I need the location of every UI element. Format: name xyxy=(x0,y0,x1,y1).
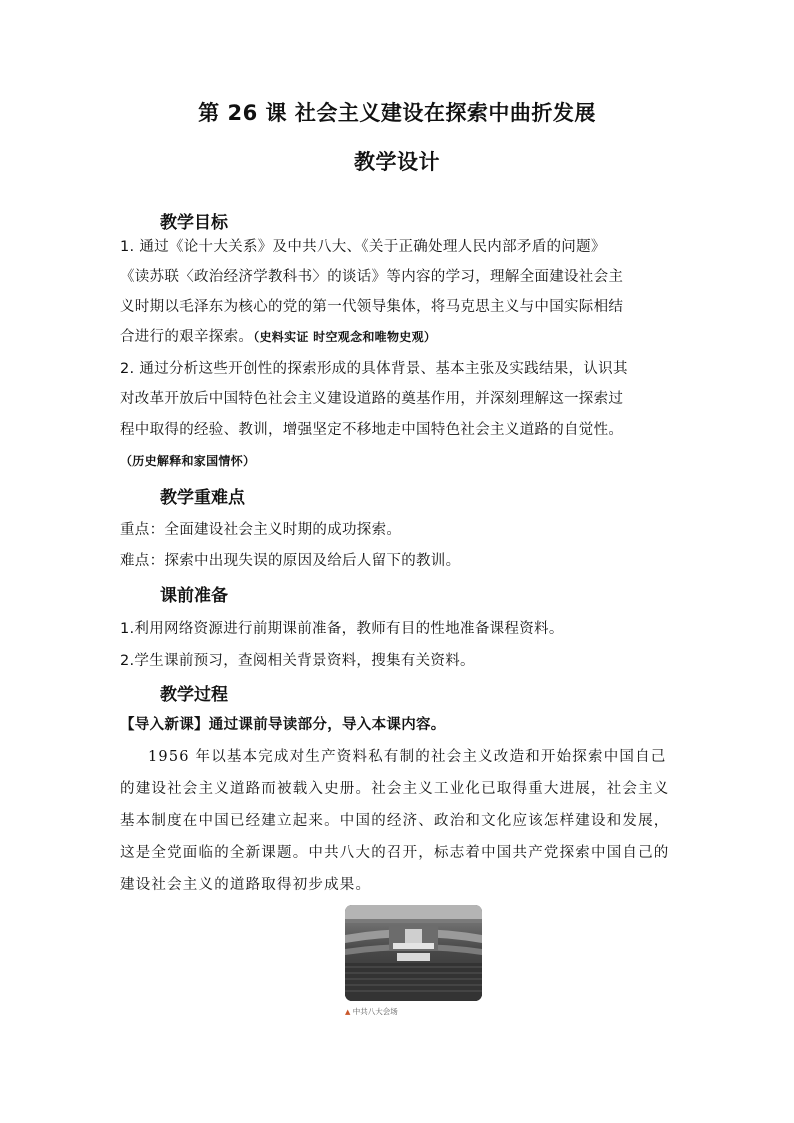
objective-line: 对改革开放后中国特色社会主义建设道路的奠基作用，并深刻理解这一探索过 xyxy=(120,391,624,407)
objective-line: 2. 通过分析这些开创性的探索形成的具体背景、基本主张及实践结果，认识其 xyxy=(120,361,628,377)
key-points-heading: 教学重难点 xyxy=(160,488,245,508)
preparation-heading: 课前准备 xyxy=(160,586,228,606)
paragraph-line: 1956 年以基本完成对生产资料私有制的社会主义改造和开始探索中国自己 xyxy=(148,749,667,765)
intro-label: 【导入新课】通过课前导读部分，导入本课内容。 xyxy=(120,717,446,733)
paragraph-line: 基本制度在中国已经建立起来。中国的经济、政治和文化应该怎样建设和发展， xyxy=(120,813,670,829)
congress-hall-photo xyxy=(345,905,482,1001)
objectives-heading: 教学目标 xyxy=(160,213,228,233)
literacy-tag: （史料实证 时空观念和唯物史观） xyxy=(253,330,437,344)
difficult-point: 难点：探索中出现失误的原因及给后人留下的教训。 xyxy=(120,553,461,569)
paragraph-line: 这是全党面临的全新课题。中共八大的召开，标志着中国共产党探索中国自己的 xyxy=(120,845,670,861)
objective-line xyxy=(120,325,436,346)
key-point: 重点：全面建设社会主义时期的成功探索。 xyxy=(120,522,402,538)
objective-line: 1. 通过《论十大关系》及中共八大、《关于正确处理人民内部矛盾的问题》 xyxy=(120,239,606,255)
lesson-subtitle: 教学设计 xyxy=(354,150,440,174)
paragraph-line: 的建设社会主义道路而被载入史册。社会主义工业化已取得重大进展，社会主义 xyxy=(120,781,670,797)
caption-marker-icon: ▲ xyxy=(345,1008,351,1016)
lesson-title: 第 26 课 社会主义建设在探索中曲折发展 xyxy=(198,101,596,125)
paragraph-line: 建设社会主义的道路取得初步成果。 xyxy=(120,877,372,893)
objective-line: 义时期以毛泽东为核心的党的第一代领导集体，将马克思主义与中国实际相结 xyxy=(120,299,624,315)
preparation-item: 1.利用网络资源进行前期课前准备，教师有目的性地准备课程资料。 xyxy=(120,621,564,637)
objective-line: 程中取得的经验、教训，增强坚定不移地走中国特色社会主义道路的自觉性。 xyxy=(120,422,624,438)
objective-line: 《读苏联〈政治经济学教科书〉的谈话》等内容的学习，理解全面建设社会主 xyxy=(120,269,624,285)
objective-line-text: 合进行的艰辛探索。 xyxy=(120,329,254,345)
photo-caption xyxy=(345,1006,398,1017)
literacy-tag: （历史解释和家国情怀） xyxy=(120,454,256,468)
photo-caption-text: 中共八大会场 xyxy=(352,1007,398,1016)
preparation-item: 2.学生课前预习，查阅相关背景资料，搜集有关资料。 xyxy=(120,653,475,669)
process-heading: 教学过程 xyxy=(160,685,228,705)
